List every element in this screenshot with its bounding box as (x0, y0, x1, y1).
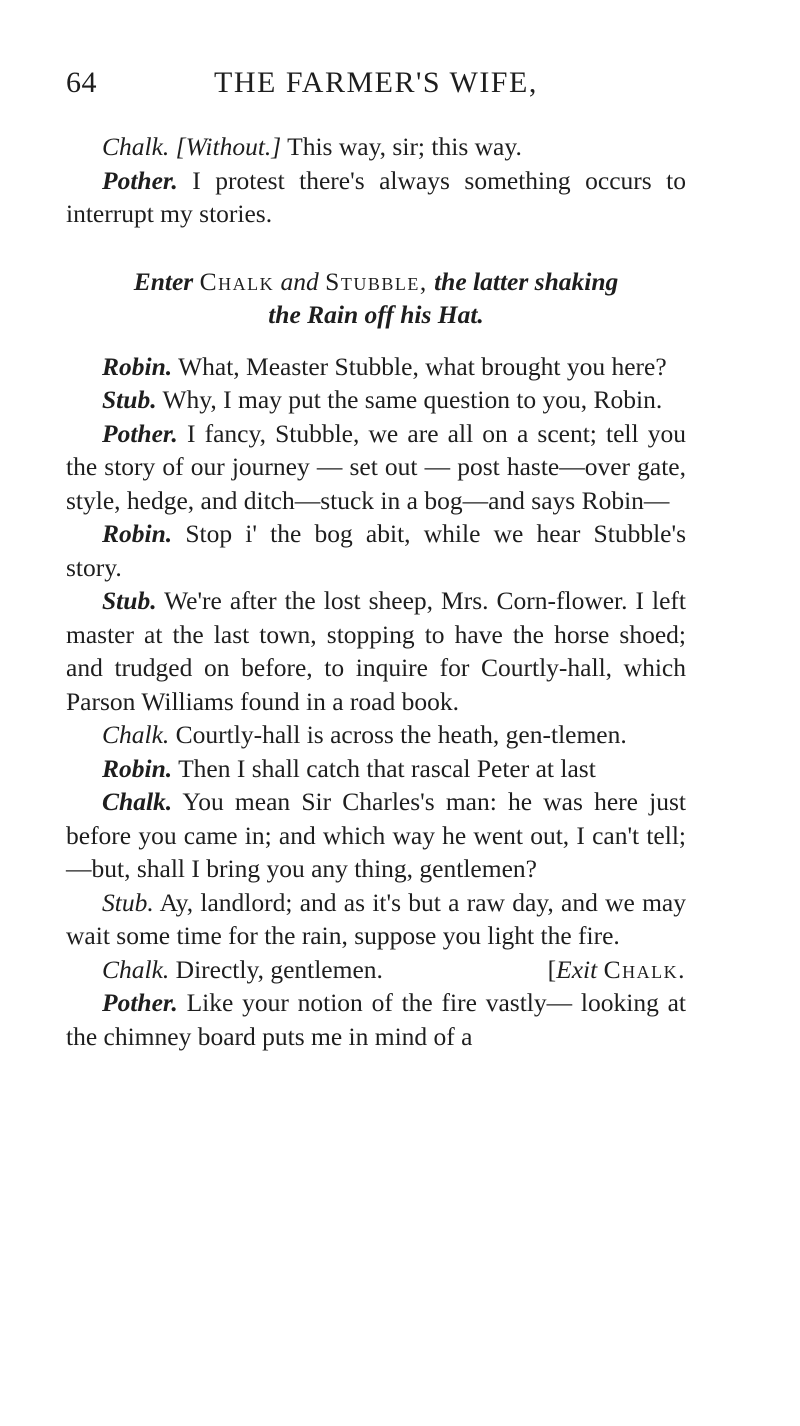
line-text: Then I shall catch that rascal Peter at last (172, 753, 596, 783)
speaker-name: Chalk. (102, 787, 173, 816)
dialogue-line (66, 517, 686, 584)
stage-action: the latter shaking (434, 266, 619, 296)
line-text: Why, I may put the same question to you, Robin. (156, 385, 663, 414)
dialogue-line (66, 130, 686, 164)
stage-direction-block (66, 265, 686, 332)
line-text: You mean Sir Charles's man: he was here just before you came in; and which way he went out, I can't tell;—but, shall I bring you any thing, gentlemen? (66, 787, 686, 883)
exit-bracket: [ (547, 954, 557, 984)
stage-character: Stubble, (325, 266, 428, 296)
speaker-name: Robin. (102, 753, 173, 783)
dialogue-line (66, 986, 686, 1053)
line-text: Courtly-hall is across the heath, gen-tlemen. (169, 720, 627, 749)
stage-character: Chalk (199, 266, 275, 296)
speaker-name: Robin. (102, 519, 173, 548)
line-text: Like your notion of the fire vastly— looking at the chimney board puts me in mind of a (66, 988, 686, 1051)
dialogue-line (66, 164, 686, 231)
dialogue-line (66, 752, 686, 786)
exit-character: Chalk. (603, 954, 686, 984)
dialogue-line (66, 785, 686, 886)
stage-enter: Enter (133, 266, 194, 296)
stage-action: the Rain off his Hat. (268, 300, 484, 329)
speaker-name: Pother. (102, 988, 178, 1017)
line-text: We're after the lost sheep, Mrs. Corn-flower. I left master at the last town, stopping to have the horse shoed; and trudged on before, to inquire for Courtly-hall, which Parson Williams found in a road book. (66, 586, 686, 716)
line-text: This way, sir; this way. (281, 132, 522, 161)
exit-direction (512, 953, 686, 987)
line-text: Directly, gentlemen. (169, 954, 383, 984)
speaker-name: Stub. (102, 385, 157, 414)
dialogue-line (66, 383, 686, 417)
speaker-name: Chalk. (102, 954, 170, 984)
speaker-name: Stub. (102, 887, 154, 917)
line-text: Stop i' the bog abit, while we hear Stubble's story. (66, 519, 686, 582)
speaker-name: Robin. (102, 351, 173, 381)
line-text: I protest there's always something occurs to interrupt my stories. (66, 165, 686, 228)
speaker-name: Pother. (102, 418, 178, 448)
speaker-name: Pother. (102, 165, 178, 195)
page-number: 64 (66, 66, 97, 99)
line-text: Ay, landlord; and as it's but a raw day, and we may wait some time for the rain, suppose you light the fire. (66, 887, 686, 950)
dialogue-line (66, 417, 686, 518)
dialogue-line (66, 886, 686, 953)
exit-word: Exit (556, 954, 598, 984)
stage-direction: [Without.] (175, 132, 282, 161)
dialogue-line (66, 953, 686, 987)
line-text: What, Measter Stubble, what brought you here? (172, 351, 667, 381)
running-title: THE FARMER'S WIFE, (214, 66, 538, 99)
speaker-name: Chalk. (102, 132, 170, 161)
dialogue-line (66, 350, 686, 384)
page-header (66, 66, 726, 110)
play-text (66, 130, 686, 1053)
stage-conjunction: and (280, 266, 319, 296)
speaker-name: Stub. (102, 586, 157, 615)
dialogue-line (66, 718, 686, 752)
speaker-name: Chalk. (102, 720, 170, 749)
dialogue-line (66, 584, 686, 718)
line-text: I fancy, Stubble, we are all on a scent; tell you the story of our journey — set out — post haste—over gate, style, hedge, and ditch—stuck in a bog—and says Robin— (66, 418, 686, 515)
